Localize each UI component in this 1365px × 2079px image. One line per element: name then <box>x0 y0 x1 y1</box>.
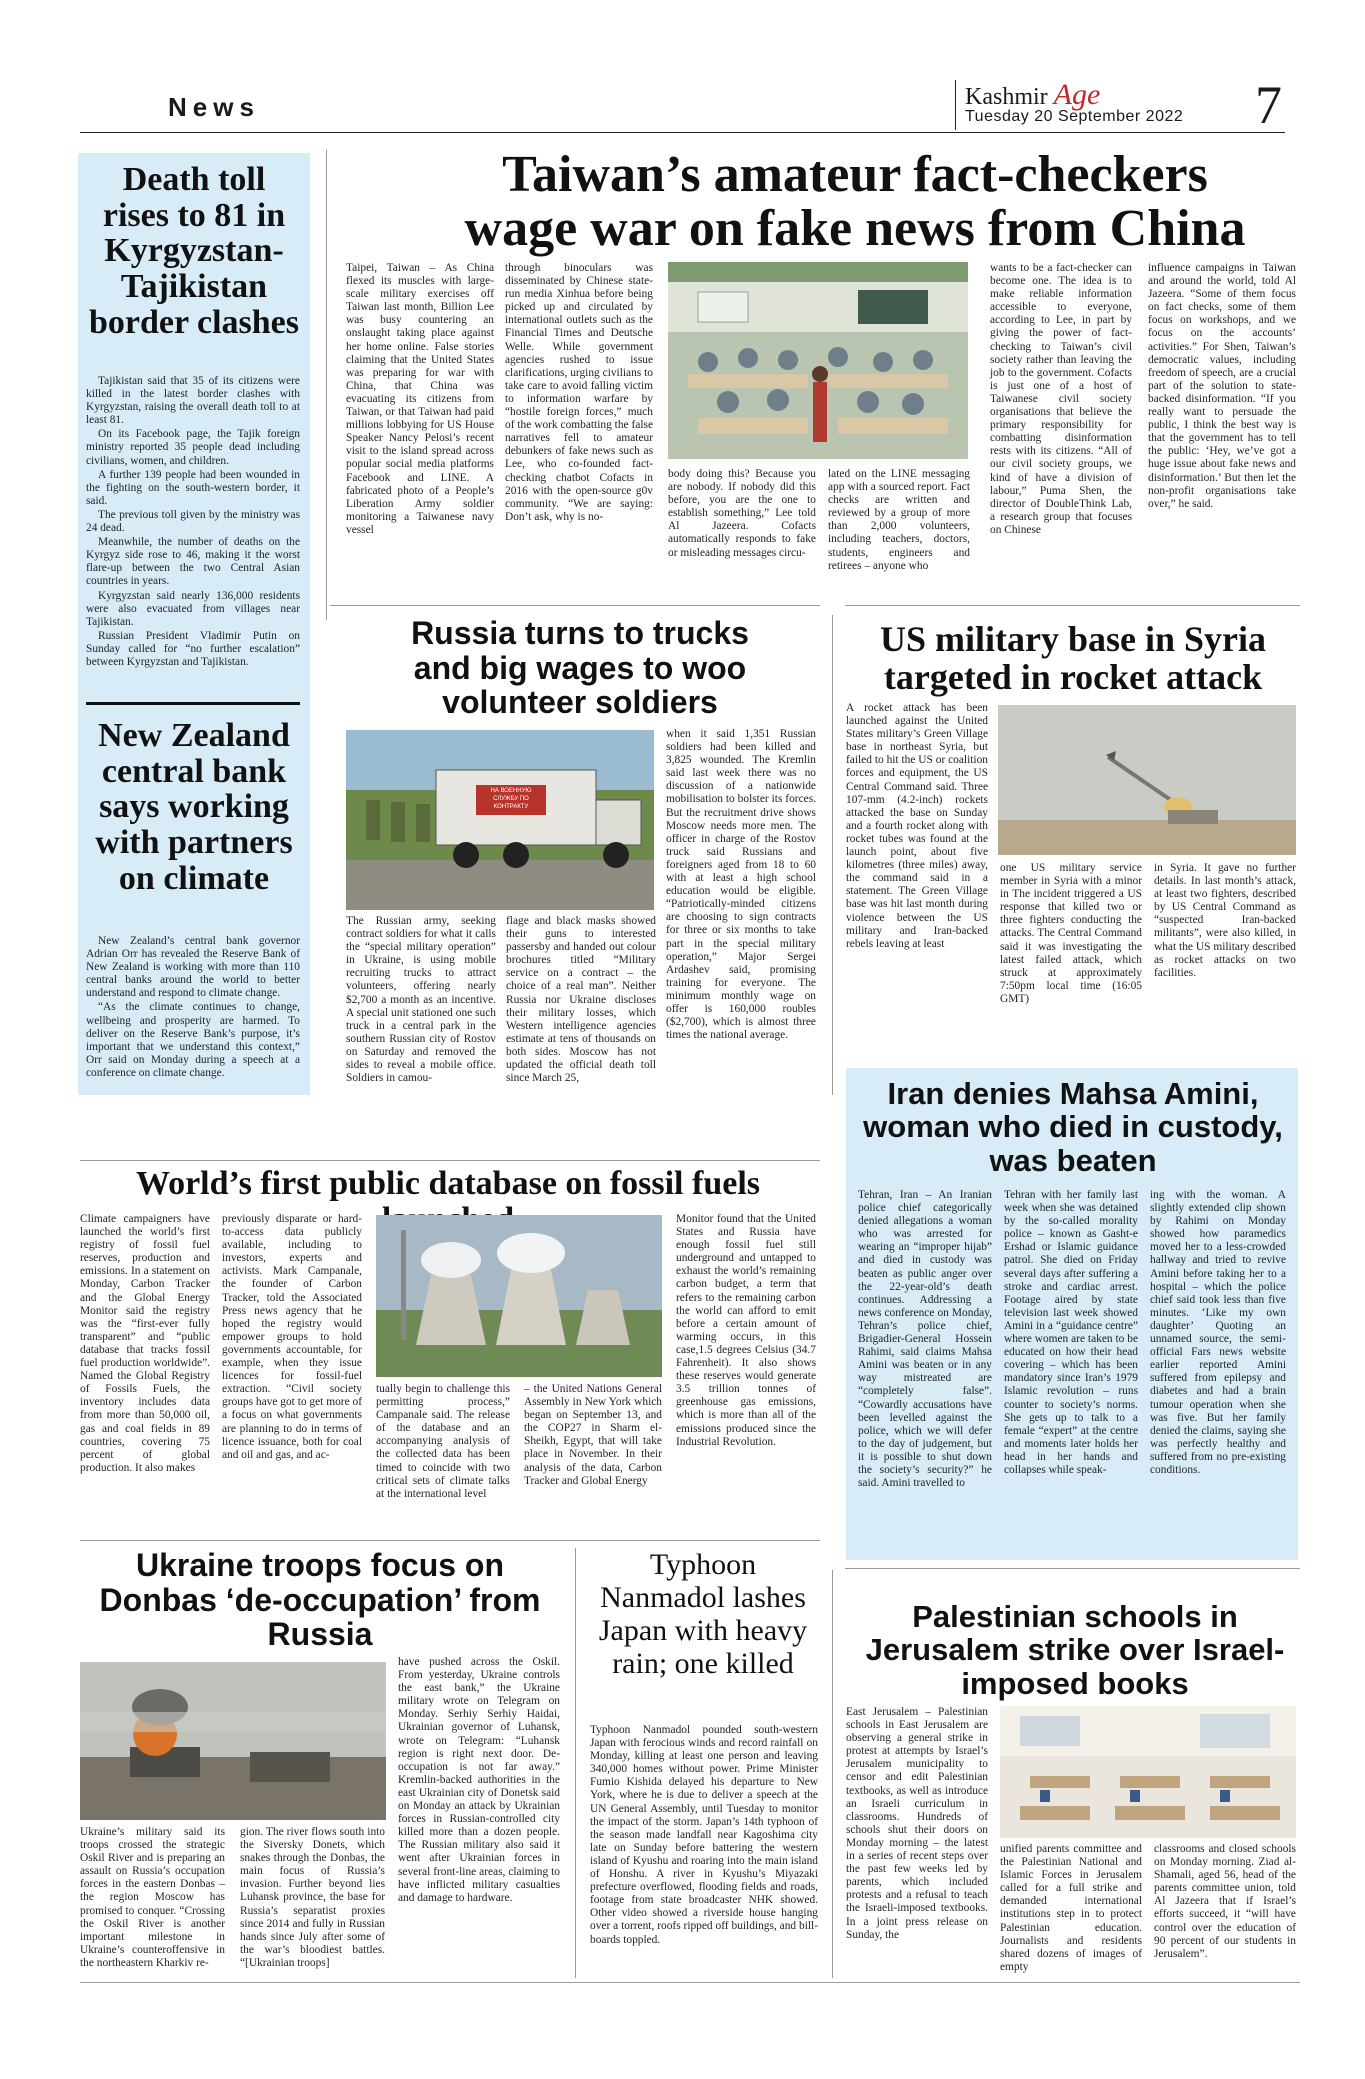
header-divider <box>955 80 956 130</box>
page-number: 7 <box>1255 75 1282 135</box>
headline-syria: US military base in Syria targeted in rocket attack <box>879 619 1266 697</box>
headline-ukraine: Ukraine troops focus on Donbas ‘de-occupation’ from Russia <box>99 1547 541 1653</box>
photo-destroyed-vehicles <box>80 1662 386 1820</box>
taiwan-col-1: Taipei, Taiwan – As China flexed its muscles with large-scale military exercises off Taiwan last month, Billion Lee was busy countering an onslaught taking place against her home online. False stories claiming that the United States was preparing for war with China, that China was evacuating its citizens from Taiwan, or that Taiwan had paid millions lobbying for US House Speaker Nancy Pelosi’s recent visit to the island spread across popular social media platforms Facebook and LINE. A fabricated photo of a People’s Liberation Army soldier monitoring a Taiwanese navy vessel <box>346 262 494 536</box>
para: Russian President Vladimir Putin on Sunday called for “no further escalation” between Kyrgyzstan and Tajikistan. <box>86 629 300 668</box>
photo-classroom <box>668 262 968 459</box>
ukraine-col-2: gion. The river flows south into the Siversky Donets, which snakes through the Donbas, the main focus of Russia’s invasion. Further beyond lies Luhansk province, the base for Russia’s separatist proxies since 2014 and fully in Russian hands since July after some of the war’s bloodiest battles. “[Ukrainian troops] <box>240 1826 385 1969</box>
truck-banner-text: НА ВОЕННУЮ СЛУЖБУ ПО КОНТРАКТУ <box>490 788 532 810</box>
photo-empty-classroom <box>1000 1706 1296 1838</box>
palestine-col-3: classrooms and closed schools on Monday morning. Ziad al-Shamali, aged 56, head of the parents committee union, told Al Jazeera that if Israel’s efforts succeed, it “will have control over the education of 90 percent of our students in Jerusalem”. <box>1154 1843 1296 1960</box>
article-kyrgyz-body <box>86 375 300 670</box>
page-bottom-rule <box>80 1982 1300 1983</box>
brand-kashmir: Kashmir <box>965 84 1048 110</box>
section-rule <box>330 605 820 606</box>
photo-power-plant <box>376 1215 662 1377</box>
fossil-col-5: Monitor found that the United States and Russia have enough fossil fuel still underground and untapped to exhaust the world’s remaining carbon budget, a term that refers to the remaining carbon the world can afford to emit before a certain amount of warming occurs, in this case,1.5 degrees Celsius (34.7 Fahrenheit). It also shows these reserves would generate 3.5 trillion tonnes of greenhouse gas emissions, which is more than all of the emissions produced since the Industrial Revolution. <box>676 1213 816 1448</box>
article-nz-body <box>86 935 300 1081</box>
fossil-col-1: Climate campaigners have launched the world’s first registry of fossil fuel reserves, production and emissions. In a statement on Monday, Carbon Tracker and the Global Energy Monitor said the registry was the “first-ever fully transparent” and “public database that tracks fossil fuel production worldwide”. Named the Global Registry of Fossils Fuels, the inventory includes data from more than 50,000 oil, gas and coal fields in 89 countries, covering 75 percent of global production. It also makes <box>80 1213 210 1474</box>
taiwan-col-4: lated on the LINE messaging app with a sourced report. Fact checks are written and reviewed by a group of more than 2,000 volunteers, including teachers, doctors, students, engineers and retirees – anyone who <box>828 468 970 572</box>
photo-recruit-truck <box>346 730 654 910</box>
para: Kyrgyzstan said nearly 136,000 residents were also evacuated from villages near Tajikistan. <box>86 589 300 628</box>
russia-col-3: when it said 1,351 Russian soldiers had been killed and 3,825 wounded. The Kremlin said last week there was no discussion of a nationwide mobilisation to bolster its forces. But the recruitment drive shows Moscow needs more men. The officer in charge of the Rostov truck said Russians and foreigners aged from 18 to 60 with at least a high school education would be eligible. “Patriotically-minded citizens are choosing to sign contracts for three or six months to take part in the special military operation,” Major Sergei Ardashev said, promising training for everyone. The minimum monthly wage on offer is 160,000 roubles ($2,700), which is almost three times the national average. <box>666 728 816 1042</box>
header-rule <box>80 132 1285 133</box>
syria-col-1: A rocket attack has been launched against the United States military’s Green Village base in northeast Syria, but failed to hit the US or coalition forces and equipment, the US Central Command said. Three 107-mm (4.2-inch) rockets attacked the base on Sunday and a fourth rocket along with rocket tubes was found at the launch point, about five kilometres (three miles) away, the command said in a statement. The Green Village base was hit last month during violence between the US military and Iran-backed rebels leaving at least <box>846 702 988 950</box>
russia-col-2: flage and black masks showed their guns to interested passersby and handed out colour brochures titled “Military service on a contract – the choice of a real man”. Neither Russia nor Ukraine discloses their military losses, which Western intelligence agencies estimate at tens of thousands on both sides. Moscow has not updated the official death toll since March 25, <box>506 915 656 1085</box>
taiwan-col-6: influence campaigns in Taiwan and around the world, told Al Jazeera. “Some of them focus on fact checks, some of them focus on workshops, and we focus on the accounts’ activities.” For Shen, Taiwan’s democratic values, including freedom of speech, are a crucial part of the solution to state-backed disinformation. “If you really want to persuade the public, I think the best way is that the government has to tell the public: ‘Hey, we’ve got a huge issue about fake news and disinformation.’ But then let the non-profit organisations take over,” he said. <box>1148 262 1296 510</box>
headline-typhoon: Typhoon Nanmadol lashes Japan with heavy rain; one killed <box>598 1548 808 1680</box>
para: Meanwhile, the number of deaths on the Kyrgyz side rose to 46, making it the worst flare-up between the two Central Asian countries in years. <box>86 536 300 588</box>
fossil-col-2: previously disparate or hard-to-access data publicly available, including to investors, experts and activists. Mark Campanale, the founder of Carbon Tracker, told the Associated Press news agency that he hoped the registry would empower groups to hold governments accountable, for example, when they issue licences for fossil-fuel extraction. “Civil society groups have got to get more of a focus on what governments are planning to do in terms of licence issuance, both for coal and oil and gas, and ac- <box>222 1213 362 1461</box>
syria-col-3: in Syria. It gave no further details. In last month’s attack, at least two fighters, described by US Central Command as “suspected Iran-backed militants”, were also killed, in what the US military described as rocket attacks on two facilities. <box>1154 862 1296 979</box>
palestine-col-1: East Jerusalem – Palestinian schools in East Jerusalem are observing a general strike in protest at attempts by Israel’s Jerusalem municipality to censor and edit Palestinian textbooks, as well as introduce an Israeli curriculum in classrooms. Hundreds of schools shut their doors on Monday morning – the latest in a series of recent steps over the past few weeks led by parents, which included protests and a refusal to teach the Israeli-imposed textbooks. In a joint press release on Sunday, the <box>846 1706 988 1941</box>
headline-russia: Russia turns to trucks and big wages to woo volunteer soldiers <box>411 615 749 721</box>
sidebar-divider <box>86 702 300 705</box>
headline-nz: New Zealand central bank says working with partners on climate <box>95 717 293 897</box>
taiwan-col-5: wants to be a fact-checker can become one. The idea is to make reliable information accessible to everyone, according to Lee, in part by giving the power of fact-checking to Taiwan’s civil society rather than leaving the job to the government. Cofacts is just one of a host of Taiwanese civil society organisations that believe the primary responsibility for combatting disinformation rests with its citizens. “All of our civil society groups, we kind of have a division of labour,” Puma Shen, the director of DoubleThink Lab, a research group that focuses on Chinese <box>990 262 1132 536</box>
typhoon-body: Typhoon Nanmadol pounded south-western Japan with ferocious winds and record rainfall on Monday, killing at least one person and leaving 340,000 homes without power. Prime Minister Fumio Kishida delayed his departure to New York, where he is due to deliver a speech at the UN General Assembly, until Tuesday to monitor the impact of the storm. Japan’s 14th typhoon of the season made landfall near Kagoshima city late on Sunday before battering the western island of Kyushu and roaring into the main island of Honshu. A river in Kyushu’s Miyazaki prefecture overflowed, flooding fields and roads, footage from state broadcaster NHK showed. Other video showed a riverside house hanging over a torrent, roofs ripped off buildings, and bill-boards toppled. <box>590 1724 818 1946</box>
headline-fossil: World’s first public database on fossil fuels <box>135 1165 761 1202</box>
russia-col-1: The Russian army, seeking contract soldiers for what it calls the “special military operation” in Ukraine, is using mobile recruiting trucks to attract volunteers, offering nearly $2,700 a month as an incentive. A special unit stationed one such truck in a central park in the southern Russian city of Rostov on Saturday and removed the sides to reveal a mobile office. Soldiers in camou- <box>346 915 496 1085</box>
para: A further 139 people had been wounded in the fighting on the south-western border, it said. <box>86 468 300 507</box>
brand-age: Age <box>1053 78 1101 111</box>
iran-col-3: ing with the woman. A slightly extended clip shown by Rahimi on Monday showed how paramedics moved her to a less-crowded hallway and tried to revive Amini before taking her to a hospital – which the police chief said took less than five minutes. ‘Like my own daughter’ Quoting an unnamed source, the semi-official Fars news website earlier reported Amini suffered from epilepsy and diabetes and had a brain tumour operation when she was five. But her family denied the claims, saying she was perfectly healthy and suffered from no pre-existing conditions. <box>1150 1189 1286 1476</box>
para: New Zealand’s central bank governor Adrian Orr has revealed the Reserve Bank of New Zealand is working with more than 110 central banks around the world to better understand and respond to climate change. <box>86 935 300 1000</box>
column-rule <box>326 150 327 620</box>
headline-taiwan: Taiwan’s amateur fact-checkers wage war on fake news from China <box>464 146 1246 257</box>
section-rule <box>80 1540 820 1541</box>
iran-col-1: Tehran, Iran – An Iranian police chief categorically denied allegations a woman who was arrested for wearing an “improper hijab” and died in custody was beaten as public anger over the 22-year-old’s death continues. Addressing a news conference on Monday, Tehran’s police chief, Brigadier-General Hossein Rahimi, said claims Mahsa Amini was beaten or in any way mistreated are “completely false”. “Cowardly accusations have been levelled against the police, which we will defer to the day of judgement, but it is possible to shut down the society’s security?” he said. Amini travelled to <box>858 1189 992 1490</box>
section-label: News <box>168 92 260 122</box>
headline-kyrgyz: Death toll rises to 81 in Kyrgyzstan-Tajikistan border clashes <box>89 161 299 341</box>
column-rule <box>832 1570 833 1978</box>
ukraine-col-3: have pushed across the Oskil. From yesterday, Ukraine controls the east bank,” the Ukraine military wrote on Telegram on Monday. Serhiy Serhiy Haidai, Ukrainian governor of Luhansk, wrote on Telegram: “Luhansk region is right next door. De-occupation is not far away.” Kremlin-backed authorities in the east Ukrainian city of Donetsk said on Monday an attack by Ukrainian forces in Russian-controlled city killed more than a dozen people. The Russian military also said it went after Ukrainian forces in several front-line areas, claiming to have inflicted military casualties and damage to hardware. <box>398 1656 560 1904</box>
headline-palestine: Palestinian schools in Jerusalem strike over Israel-imposed books <box>865 1599 1285 1701</box>
taiwan-col-3: body doing this? Because you are nobody. If nobody did this before, you are the one to establish something,” Lee told Al Jazeera. Cofacts automatically responds to fake or misleading messages circu- <box>668 468 816 559</box>
section-rule <box>845 1568 1300 1569</box>
syria-col-2: one US military service member in Syria with a minor in The incident triggered a US response that killed two or three fighters conducting the attacks. The Central Command said it was investigating the latest failed attack, which struck at approximately 7:50pm local time (16:05 GMT) <box>1000 862 1142 1005</box>
para: Tajikistan said that 35 of its citizens were killed in the latest border clashes with Kyrgyzstan, raising the overall death toll to at least 81. <box>86 375 300 427</box>
fossil-col-3: tually begin to challenge this permitting process,” Campanale said. The release of the database and an accompanying analysis of the collected data has been timed to coincide with two critical sets of climate talks at the international level <box>376 1383 510 1500</box>
para: The previous toll given by the ministry was 24 dead. <box>86 508 300 535</box>
para: “As the climate continues to change, wellbeing and prosperity are harmed. To deliver on the Reserve Bank’s purpose, it’s important that we understand this context,” Orr said on Monday during a speech at a conference on climate change. <box>86 1001 300 1079</box>
para: On its Facebook page, the Tajik foreign ministry reported 35 people dead including civilians, women, and children. <box>86 428 300 467</box>
iran-col-2: Tehran with her family last week when she was detained by the so-called morality police – known as Gasht-e Ershad or Islamic guidance patrol. She died on Friday several days after suffering a stroke and cardiac arrest. Footage aired by state television last week showed Amini in a “guidance centre” where women are taken to be educated on how their head covering – which has been mandatory since Iran’s 1979 Islamic revolution – runs counter to society’s norms. She gets up to talk to a female “expert” at the centre and moments later holds her head in her hands and collapses while speak- <box>1004 1189 1138 1476</box>
section-rule <box>845 605 1300 606</box>
photo-rocket-launch <box>998 705 1296 855</box>
palestine-col-2: unified parents committee and the Palestinian National and Islamic Forces in Jerusalem called for a full strike and demanded international institutions step in to protect Palestinian education. Journalists and residents shared dozens of images of empty <box>1000 1843 1142 1973</box>
column-rule <box>575 1548 576 1978</box>
ukraine-col-1: Ukraine’s military said its troops crossed the strategic Oskil River and is preparing an assault on Russia’s occupation forces in the eastern Donbas – the region Moscow has promised to conquer. “Crossing the Oskil River is another important milestone in Ukraine’s counteroffensive in the northeastern Kharkiv re- <box>80 1826 225 1969</box>
column-rule <box>832 615 833 1095</box>
taiwan-col-2: through binoculars was disseminated by Chinese state-run media Xinhua before being picked up and circulated by international outlets such as the Financial Times and Deutsche Welle. While government agencies rushed to issue clarifications, urging civilians to take care to avoid falling victim to information warfare by “hostile foreign forces,” much of the work combatting the false narratives fell to amateur debunkers of fake news such as Lee, who co-founded fact-checking chatbot Cofacts in 2016 with the open-source g0v community. “We are saying: Don’t ask, why is no- <box>505 262 653 523</box>
section-rule <box>80 1160 820 1161</box>
issue-date: Tuesday 20 September 2022 <box>965 108 1184 125</box>
masthead-brand <box>965 78 1100 112</box>
headline-iran: Iran denies Mahsa Amini, woman who died in custody, was beaten <box>863 1076 1283 1178</box>
fossil-col-4: – the United Nations General Assembly in New York which began on September 13, and the COP27 in Sharm el-Sheikh, Egypt, that will take place in November. In their analysis of the data, Carbon Tracker and Global Energy <box>524 1383 662 1487</box>
